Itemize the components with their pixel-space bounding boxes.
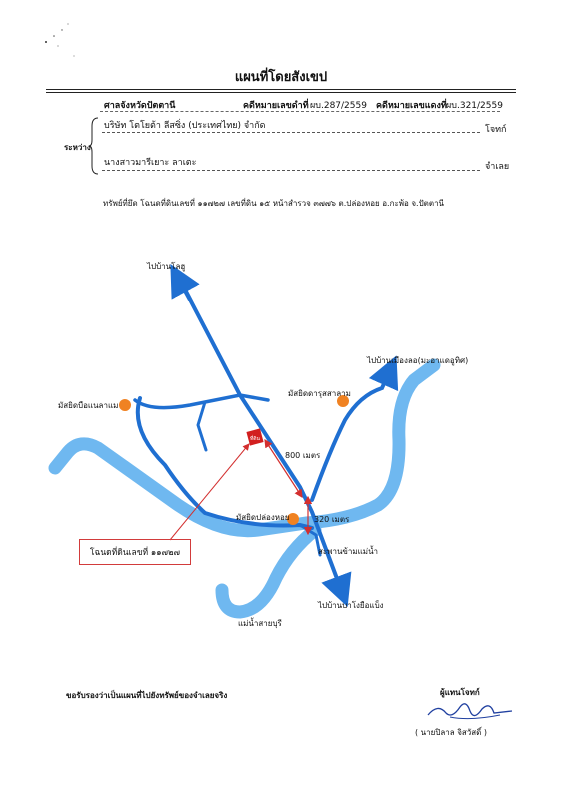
black-case-label: คดีหมายเลขดำที่: [243, 101, 309, 111]
label-distance-800: 800 เมตร: [285, 451, 321, 460]
signer-name: ( นายปิลาล จิสวัสดิ์ ): [415, 728, 488, 737]
certification-text: ขอรับรองว่าเป็นแผนที่ไปยังทรัพย์ของจำเลยจริง: [66, 691, 228, 700]
road-to-lohu-tip: [178, 278, 190, 300]
river-sai-buri-south: [222, 530, 315, 612]
label-mosque-plong-hoi: มัสยิดปล่องหอย: [236, 513, 290, 522]
label-mosque-darussalam: มัสยิดดารุสสาลาม: [288, 389, 351, 398]
property-description: ทรัพย์ที่ยึด โฉนดที่ดินเลขที่ ๑๑๗๒๗ เลขที่ดิน ๑๕ หน้าสำรวจ ๓๗๗๖ ต.ปล่องหอย อ.กะพ้อ จ.ปัตตานี: [103, 199, 445, 208]
plaintiff-name: บริษัท โตโยต้า ลีสซิ่ง (ประเทศไทย) จำกัด: [104, 121, 266, 131]
small-spur-road: [198, 402, 206, 450]
label-to-ban-mueang: ไปบ้านเมืองลอ(มะอาแดอูทิศ): [367, 356, 469, 365]
deed-number-box: [79, 539, 191, 565]
between-label: ระหว่าง: [64, 143, 91, 152]
red-case-number: ผบ.321/2559: [446, 101, 503, 111]
label-mosque-bueng: มัสยิดบือแนลาแม: [58, 401, 119, 410]
red-case-label: คดีหมายเลขแดงที่: [376, 101, 447, 111]
defendant-role: จำเลย: [485, 162, 510, 172]
label-to-ban-bajo: ไปบ้านบาโงยือแบ็ง: [318, 601, 384, 610]
page-title: แผนที่โดยสังเขป: [234, 70, 328, 85]
signer-role: ผู้แทนโจทก์: [440, 688, 480, 697]
court-name: ศาลจังหวัดปัตตานี: [104, 101, 176, 111]
deed-number-label: โฉนดที่ดินเลขที่ ๑๑๗๒๗: [89, 548, 181, 558]
signature-scribble: [420, 697, 520, 725]
defendant-name: นางสาวมารีเยาะ ลาเตะ: [104, 158, 197, 168]
mosque-bueng-marker: [119, 399, 131, 411]
plaintiff-role: โจทก์: [485, 125, 507, 135]
marker-text: ที่ดิน: [250, 436, 260, 442]
label-river: แม่น้ำสายบุรี: [238, 619, 282, 628]
label-bridge: สะพานข้ามแม่น้ำ: [318, 547, 379, 556]
label-to-ban-lohu: ไปบ้านโลฮู: [147, 262, 186, 271]
black-case-number: ผบ.287/2559: [310, 101, 367, 111]
label-distance-320: 320 เมตร: [314, 515, 350, 524]
